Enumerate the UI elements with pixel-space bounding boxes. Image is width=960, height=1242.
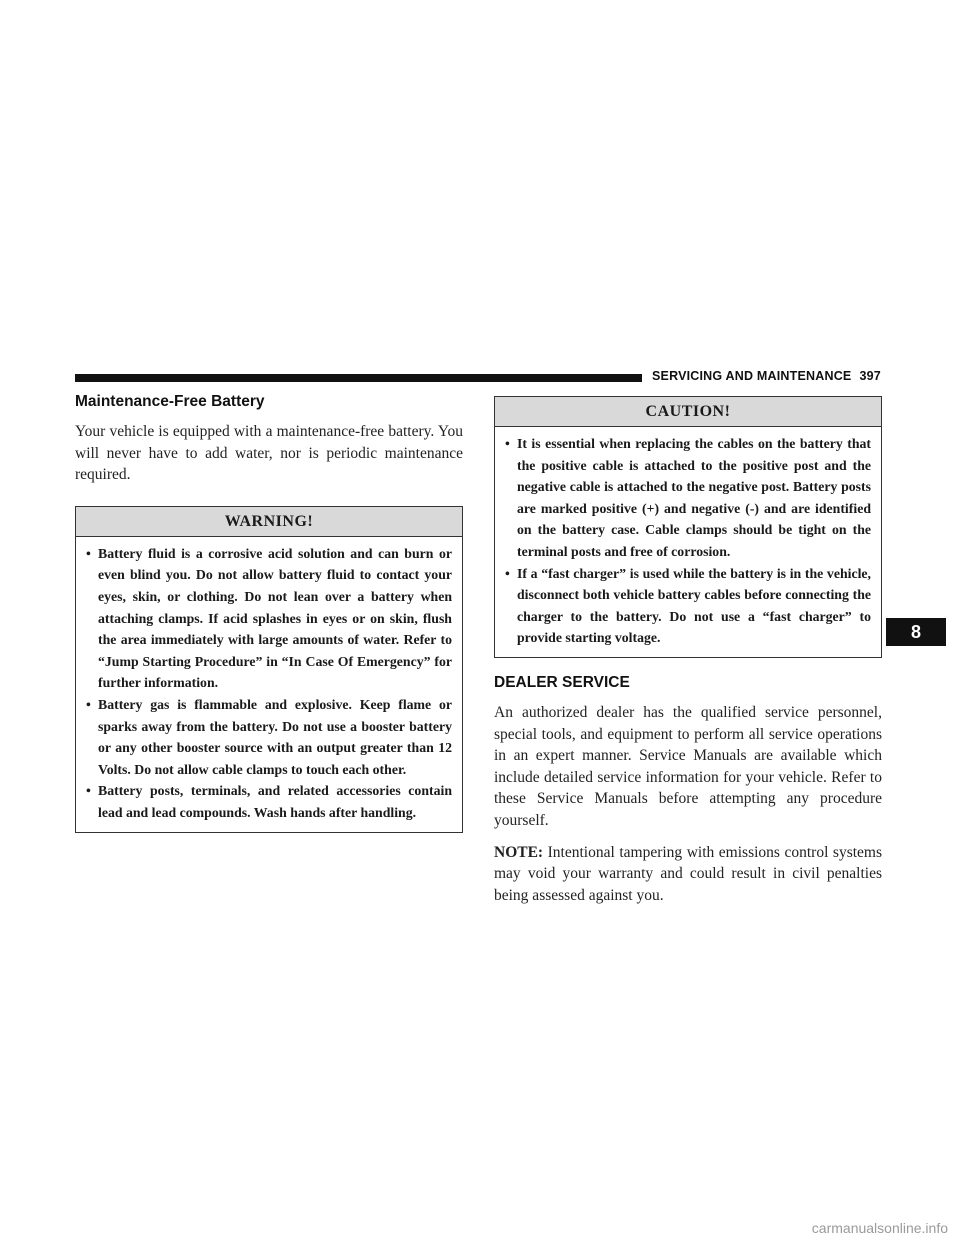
warning-item: • Battery posts, terminals, and related accessories contain lead and lead compounds. Wash hands after handling. (86, 780, 452, 823)
right-column (494, 396, 882, 906)
dealer-service-heading: DEALER SERVICE (494, 673, 630, 691)
bullet-icon: • (505, 436, 510, 451)
caution-item: • It is essential when replacing the cables on the battery that the positive cable is attached to the positive post and the negative cable is attached to the negative post. Battery posts are marked positive (+) and negative (-) and are identified on the battery case. Cable clamps should be tight on the terminal posts and free of corrosion. (505, 433, 871, 563)
bullet-icon: • (86, 696, 91, 712)
note-label: NOTE: (494, 843, 544, 861)
warning-title: WARNING! (76, 507, 462, 537)
section-title: SERVICING AND MAINTENANCE (652, 369, 852, 383)
caution-list (495, 427, 881, 657)
note-text: Intentional tampering with emissions control systems may void your warranty and could result in civil penalties being assessed against you. (494, 843, 883, 904)
warning-box (75, 506, 463, 833)
maintenance-free-paragraph: Your vehicle is equipped with a maintenance-free battery. You will never have to add water, nor is periodic maintenance required. (75, 423, 463, 484)
caution-box (494, 396, 882, 658)
dealer-service-paragraph: An authorized dealer has the qualified service personnel, special tools, and equipment to perform all service operations in an expert manner. Service Manuals are available which include detailed service information for your vehicle. Refer to these Service Manuals before attempting any procedure yourself. (494, 703, 882, 829)
maintenance-free-battery-heading: Maintenance-Free Battery (75, 393, 265, 410)
bullet-icon: • (505, 565, 510, 581)
warning-item: • Battery gas is flammable and explosive. Keep flame or sparks away from the battery. Do not use a booster battery or any other booster source with an output greater than 12 Volts. Do not allow cable clamps to touch each other. (86, 694, 452, 780)
caution-item: • If a “fast charger” is used while the battery is in the vehicle, disconnect both vehicle battery cables before connecting the charger to the battery. Do not use a “fast charger” to provide starting voltage. (505, 563, 871, 649)
watermark: carmanualsonline.info (811, 1220, 948, 1236)
running-header (652, 369, 881, 383)
bullet-icon: • (86, 545, 91, 561)
warning-item: • Battery fluid is a corrosive acid solution and can burn or even blind you. Do not allow battery fluid to contact your eyes, skin, or clothing. Do not lean over a battery when attaching clamps. If acid splashes in eyes or on skin, flush the area immediately with large amounts of water. Refer to “Jump Starting Procedure” in “In Case Of Emergency” for further information. (86, 543, 452, 694)
page-number: 397 (859, 369, 881, 383)
note-paragraph (494, 842, 882, 907)
header-rule (75, 374, 642, 382)
chapter-tab: 8 (886, 618, 946, 646)
bullet-icon: • (86, 783, 91, 799)
warning-list (76, 537, 462, 832)
left-column (75, 393, 463, 833)
caution-title: CAUTION! (495, 397, 881, 427)
